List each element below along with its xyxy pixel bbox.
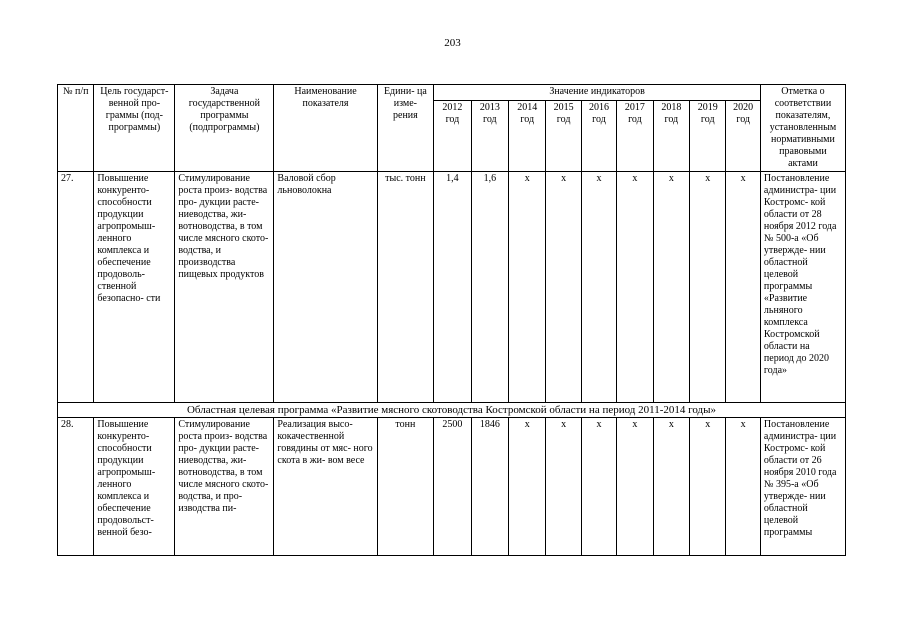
year-cell: 2019 год [690,100,726,171]
row-value: х [653,172,689,403]
row-goal: Повышение конкуренто- способности продукции агропромыш- ленного комплекса и обеспечение продоволь- ственной безопасно- сти [94,172,175,403]
row-value: х [690,172,726,403]
header-note: Отметка о соответствии показателям, установленным нормативными правовыми актами [760,85,845,172]
row-value: 1,4 [434,172,471,403]
row-indicator: Валовой сбор льноволокна [274,172,377,403]
row-value: х [581,418,616,556]
header-goal: Цель государст- венной про- граммы (под- программы) [94,85,175,172]
row-task: Стимулирование роста произ- водства про- дукции расте- ниеводства, жи- вотноводства, в том числе мясного ското- водства, и про- изводства пи- [175,418,274,556]
row-note: Постановление администра- ции Костромс- кой области от 28 ноября 2012 года № 500-а «Об утвержде- нии областной целевой программы «Развитие льняного комплекса Костромской области на период до 2020 года» [760,172,845,403]
row-value: х [509,418,546,556]
header-row [58,85,846,101]
header-num: № п/п [58,85,94,172]
header-values: Значение индикаторов [434,85,761,101]
year-cell: 2016 год [581,100,616,171]
row-num: 28. [58,418,94,556]
row-value: х [617,172,653,403]
year-cell: 2020 год [726,100,761,171]
row-value: х [653,418,689,556]
header-unit: Едини- ца изме- рения [377,85,434,172]
row-value: х [690,418,726,556]
row-num: 27. [58,172,94,403]
row-value: х [726,418,761,556]
header-task: Задача государственной программы (подпрограммы) [175,85,274,172]
row-indicator: Реализация высо- кокачественной говядины от мяс- ного скота в жи- вом весе [274,418,377,556]
year-cell: 2017 год [617,100,653,171]
table-row [58,418,846,556]
row-value: х [617,418,653,556]
row-note: Постановление администра- ции Костромс- кой области от 26 ноября 2010 года № 395-а «Об утвержде- нии областной целевой программы [760,418,845,556]
table-row [58,172,846,403]
row-value: 1,6 [471,172,508,403]
section-row [58,403,846,418]
row-value: 2500 [434,418,471,556]
year-cell: 2014 год [509,100,546,171]
row-unit: тонн [377,418,434,556]
page-number: 203 [444,37,461,49]
year-cell: 2013 год [471,100,508,171]
header-indicator: Наименование показателя [274,85,377,172]
row-goal: Повышение конкуренто- способности продукции агропромыш- ленного комплекса и обеспечение продовольст- венной безо- [94,418,175,556]
row-value: х [509,172,546,403]
row-task: Стимулирование роста произ- водства про- дукции расте- ниеводства, жи- вотноводства, в том числе мясного ското- водства, и производства пищевых продуктов [175,172,274,403]
section-title: Областная целевая программа «Развитие мясного скотоводства Костромской области на период 2011-2014 годы» [58,403,846,418]
row-value: х [726,172,761,403]
row-unit: тыс. тонн [377,172,434,403]
row-value: 1846 [471,418,508,556]
year-cell: 2018 год [653,100,689,171]
indicators-table [57,84,846,556]
row-value: х [546,172,581,403]
year-cell: 2012 год [434,100,471,171]
row-value: х [546,418,581,556]
year-cell: 2015 год [546,100,581,171]
row-value: х [581,172,616,403]
